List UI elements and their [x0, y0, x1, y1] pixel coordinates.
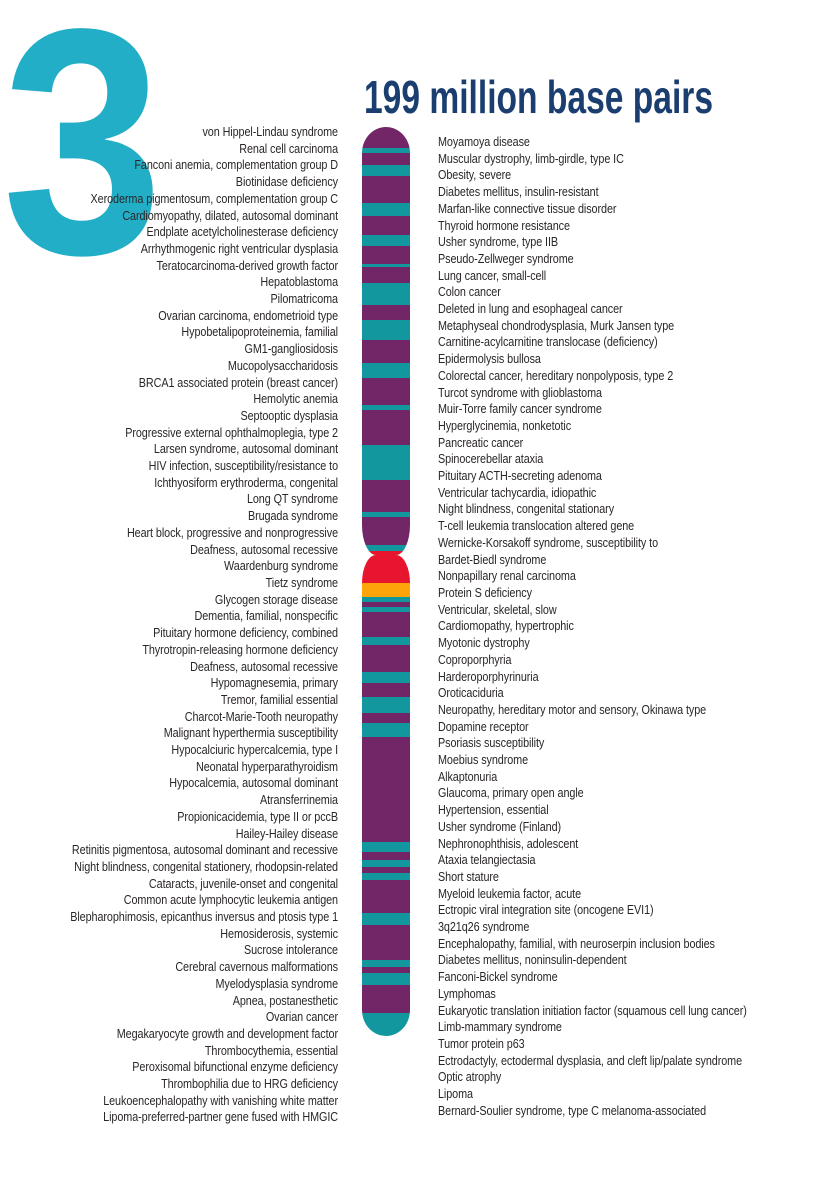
chromosome-band-teal: [362, 873, 410, 880]
chromosome-band-teal: [362, 697, 410, 713]
disease-label: Tremor, familial essential: [220, 691, 338, 707]
chromosome-band-teal: [362, 637, 410, 645]
disease-label: Muscular dystrophy, limb-girdle, type IC: [438, 150, 624, 166]
chromosome-band-teal: [362, 960, 410, 967]
disease-label: Eukaryotic translation initiation factor (squamous cell lung cancer): [438, 1002, 747, 1018]
disease-label: Myelodysplasia syndrome: [215, 975, 338, 991]
chromosome-band-teal: [362, 860, 410, 867]
disease-label: Biotinidase deficiency: [235, 174, 338, 190]
chromosome-band-teal: [362, 320, 410, 340]
disease-label: Hypobetalipoproteinemia, familial: [181, 324, 338, 340]
chromosome-band-orange: [362, 583, 410, 597]
disease-label: Wernicke-Korsakoff syndrome, susceptibility to: [438, 534, 659, 550]
disease-label: Mucopolysaccharidosis: [227, 357, 338, 373]
disease-label: Colon cancer: [438, 284, 501, 300]
disease-label: Ectropic viral integration site (oncogene EVI1): [438, 902, 654, 918]
disease-label: Atransferrinemia: [259, 792, 338, 808]
chromosome-number: 3: [2, 0, 158, 322]
disease-label: Night blindness, congenital stationery, rhodopsin-related: [74, 858, 339, 874]
disease-label: Septooptic dysplasia: [240, 407, 338, 423]
disease-label: Waardenburg syndrome: [224, 558, 338, 574]
disease-label: Epidermolysis bullosa: [438, 351, 541, 367]
disease-label: von Hippel-Lindau syndrome: [202, 124, 338, 139]
disease-label: Hypocalciuric hypercalcemia, type I: [171, 742, 338, 758]
disease-label: Usher syndrome, type IIB: [438, 234, 559, 250]
disease-label: Pituitary hormone deficiency, combined: [153, 625, 338, 641]
disease-label: Propionicacidemia, type II or pccB: [177, 808, 338, 824]
disease-list-right: [438, 134, 746, 1119]
chromosome-band-purple: [362, 305, 410, 320]
disease-label: Deleted in lung and esophageal cancer: [438, 301, 623, 317]
disease-label: Ataxia telangiectasia: [438, 852, 536, 868]
chromosome-band-purple: [362, 612, 410, 637]
disease-label: Cardiomopathy, hypertrophic: [438, 618, 574, 634]
disease-label: Arrhythmogenic right ventricular dysplasia: [140, 240, 338, 256]
disease-label: Psoriasis susceptibility: [438, 735, 545, 751]
disease-label: Deafness, autosomal recessive: [190, 541, 338, 557]
disease-label: 3q21q26 syndrome: [438, 919, 530, 935]
disease-label: Spinocerebellar ataxia: [438, 451, 544, 467]
disease-label: Apnea, postanesthetic: [232, 992, 338, 1008]
disease-label: Dementia, familial, nonspecific: [194, 608, 338, 624]
disease-label: Glycogen storage disease: [214, 591, 338, 607]
chromosome-band-purple: [362, 480, 410, 512]
chromosome-band-teal: [362, 672, 410, 683]
disease-label: Cerebral cavernous malformations: [175, 959, 338, 975]
disease-label: Carnitine-acylcarnitine translocase (deficiency): [438, 334, 658, 350]
disease-label: Bardet-Biedl syndrome: [438, 551, 547, 567]
disease-label: Fanconi anemia, complementation group D: [134, 157, 338, 173]
disease-label: Progressive external ophthalmoplegia, type 2: [125, 424, 339, 440]
disease-label: Moyamoya disease: [438, 134, 530, 149]
disease-label: Metaphyseal chondrodysplasia, Murk Jansen type: [438, 317, 675, 333]
disease-label: Hemolytic anemia: [253, 391, 338, 407]
chromosome-band-teal: [362, 203, 410, 216]
chromosome-band-teal: [362, 235, 410, 246]
chromosome-q-arm: [362, 555, 410, 1036]
disease-label: Hypertension, essential: [438, 802, 549, 818]
chromosome-band-purple: [362, 737, 410, 842]
disease-label: Thrombophilia due to HRG deficiency: [161, 1076, 338, 1092]
disease-label: Protein S deficiency: [438, 584, 532, 600]
disease-label: Diabetes mellitus, noninsulin-dependent: [438, 952, 627, 968]
disease-label: Heart block, progressive and nonprogressive: [126, 524, 338, 540]
disease-label: GM1-gangliosidosis: [244, 341, 338, 357]
chromosome-band-purple: [362, 267, 410, 283]
chromosome-band-teal: [362, 283, 410, 305]
chromosome-band-purple: [362, 852, 410, 860]
disease-label: Lipoma: [438, 1086, 473, 1102]
chromosome-band-purple: [362, 683, 410, 697]
disease-label: Ichthyosiform erythroderma, congenital: [154, 474, 338, 490]
disease-label: Dopamine receptor: [438, 718, 529, 734]
disease-label: Thyrotropin-releasing hormone deficiency: [142, 641, 338, 657]
disease-label: Diabetes mellitus, insulin-resistant: [438, 184, 599, 200]
disease-label: Cataracts, juvenile-onset and congenital: [148, 875, 338, 891]
disease-label: Bernard-Soulier syndrome, type C melanoma-associated: [438, 1102, 707, 1118]
chromosome-p-arm: [362, 127, 410, 555]
disease-label: Common acute lymphocytic leukemia antigen: [123, 892, 338, 908]
chromosome-band-teal: [362, 842, 410, 852]
disease-label: Lipoma-preferred-partner gene fused with HMGIC: [103, 1109, 338, 1125]
chromosome-band-purple: [362, 517, 410, 545]
disease-label: Night blindness, congenital stationary: [438, 501, 615, 517]
disease-label: Peroxisomal bifunctional enzyme deficiency: [132, 1059, 338, 1075]
disease-label: Ventricular, skeletal, slow: [438, 601, 557, 617]
chromosome-band-teal: [362, 1013, 410, 1036]
disease-label: Moebius syndrome: [438, 752, 529, 768]
disease-label: Sucrose intolerance: [243, 942, 338, 958]
disease-label: Neuropathy, hereditary motor and sensory, Okinawa type: [438, 701, 707, 717]
disease-label: Ventricular tachycardia, idiopathic: [438, 484, 597, 500]
chromosome-band-teal: [362, 363, 410, 378]
disease-label: Xeroderma pigmentosum, complementation group C: [90, 190, 338, 206]
disease-label: Long QT syndrome: [246, 491, 338, 507]
disease-label: Blepharophimosis, epicanthus inversus and ptosis type 1: [70, 909, 338, 925]
disease-label: Nonpapillary renal carcinoma: [438, 568, 576, 584]
disease-label: BRCA1 associated protein (breast cancer): [138, 374, 338, 390]
disease-label: Tietz syndrome: [265, 574, 338, 590]
disease-label: Malignant hyperthermia susceptibility: [163, 725, 338, 741]
chromosome-band-purple: [362, 127, 410, 148]
disease-label: Encephalopathy, familial, with neuroserpin inclusion bodies: [438, 935, 715, 951]
disease-label: Cardiomyopathy, dilated, autosomal dominant: [122, 207, 339, 223]
disease-label: Lung cancer, small-cell: [438, 267, 547, 283]
disease-label: Retinitis pigmentosa, autosomal dominant and recessive: [71, 842, 339, 858]
chromosome-band-purple: [362, 925, 410, 960]
disease-label: Coproporphyria: [438, 651, 512, 667]
disease-label: Myotonic dystrophy: [438, 635, 530, 651]
chromosome-band-red: [362, 555, 410, 583]
chromosome-band-purple: [362, 176, 410, 203]
disease-label: Marfan-like connective tissue disorder: [438, 200, 617, 216]
chromosome-band-purple: [362, 378, 410, 405]
chromosome-band-purple: [362, 246, 410, 264]
disease-label: Colorectal cancer, hereditary nonpolyposis, type 2: [438, 367, 674, 383]
disease-label: Thrombocythemia, essential: [204, 1042, 338, 1058]
disease-label: Muir-Torre family cancer syndrome: [438, 401, 602, 417]
disease-label: Glaucoma, primary open angle: [438, 785, 584, 801]
disease-label: Ovarian carcinoma, endometrioid type: [158, 307, 338, 323]
disease-label: Pancreatic cancer: [438, 434, 524, 450]
chromosome-band-teal: [362, 165, 410, 176]
disease-label: Brugada syndrome: [247, 508, 338, 524]
disease-label: Pituitary ACTH-secreting adenoma: [438, 468, 602, 484]
disease-label: Teratocarcinoma-derived growth factor: [156, 257, 338, 273]
disease-label: Pilomatricoma: [270, 291, 338, 307]
disease-label: Pseudo-Zellweger syndrome: [438, 250, 574, 266]
chromosome-band-purple: [362, 340, 410, 363]
chromosome-band-purple: [362, 645, 410, 672]
disease-label: Alkaptonuria: [438, 768, 498, 784]
disease-label: Fanconi-Bickel syndrome: [438, 969, 558, 985]
chromosome-band-teal: [362, 445, 410, 480]
disease-label: Myeloid leukemia factor, acute: [438, 885, 582, 901]
disease-label: Thyroid hormone resistance: [438, 217, 570, 233]
chromosome-band-purple: [362, 880, 410, 913]
disease-label: Short stature: [438, 868, 499, 884]
disease-label: Hyperglycinemia, nonketotic: [438, 417, 572, 433]
disease-label: T-cell leukemia translocation altered gene: [438, 518, 635, 534]
disease-label: HIV infection, susceptibility/resistance to: [148, 458, 338, 474]
disease-label: Optic atrophy: [438, 1069, 502, 1085]
disease-label: Charcot-Marie-Tooth neuropathy: [184, 708, 338, 724]
disease-label: Hemosiderosis, systemic: [220, 925, 338, 941]
chromosome-band-teal: [362, 723, 410, 737]
disease-label: Neonatal hyperparathyroidism: [196, 758, 338, 774]
chromosome-band-purple: [362, 216, 410, 235]
base-pairs-title: 199 million base pairs: [364, 71, 714, 123]
disease-label: Obesity, severe: [438, 167, 512, 183]
disease-label: Hepatoblastoma: [260, 274, 338, 290]
disease-label: Oroticaciduria: [438, 685, 504, 701]
disease-label: Deafness, autosomal recessive: [190, 658, 338, 674]
disease-list-left: [61, 124, 338, 1126]
disease-label: Ovarian cancer: [265, 1009, 338, 1025]
disease-label: Hailey-Hailey disease: [235, 825, 338, 841]
disease-label: Usher syndrome (Finland): [438, 818, 562, 834]
disease-label: Tumor protein p63: [438, 1035, 525, 1051]
chromosome-band-purple: [362, 713, 410, 723]
chromosome-band-teal: [362, 973, 410, 985]
disease-label: Larsen syndrome, autosomal dominant: [153, 441, 338, 457]
disease-label: Harderoporphyrinuria: [438, 668, 539, 684]
disease-label: Hypomagnesemia, primary: [210, 675, 338, 691]
disease-label: Nephronophthisis, adolescent: [438, 835, 579, 851]
disease-label: Endplate acetylcholinesterase deficiency: [146, 224, 338, 240]
disease-label: Hypocalcemia, autosomal dominant: [169, 775, 338, 791]
chromosome-band-teal: [362, 913, 410, 925]
disease-label: Ectrodactyly, ectodermal dysplasia, and cleft lip/palate syndrome: [438, 1052, 743, 1068]
disease-label: Lymphomas: [438, 985, 496, 1001]
disease-label: Renal cell carcinoma: [239, 140, 338, 156]
disease-label: Leukoencephalopathy with vanishing white matter: [103, 1092, 338, 1108]
chromosome-band-purple: [362, 410, 410, 445]
disease-label: Turcot syndrome with glioblastoma: [438, 384, 602, 400]
chromosome-band-purple: [362, 153, 410, 165]
chromosome-band-purple: [362, 985, 410, 1013]
disease-label: Limb-mammary syndrome: [438, 1019, 562, 1035]
disease-label: Megakaryocyte growth and development factor: [116, 1025, 339, 1041]
